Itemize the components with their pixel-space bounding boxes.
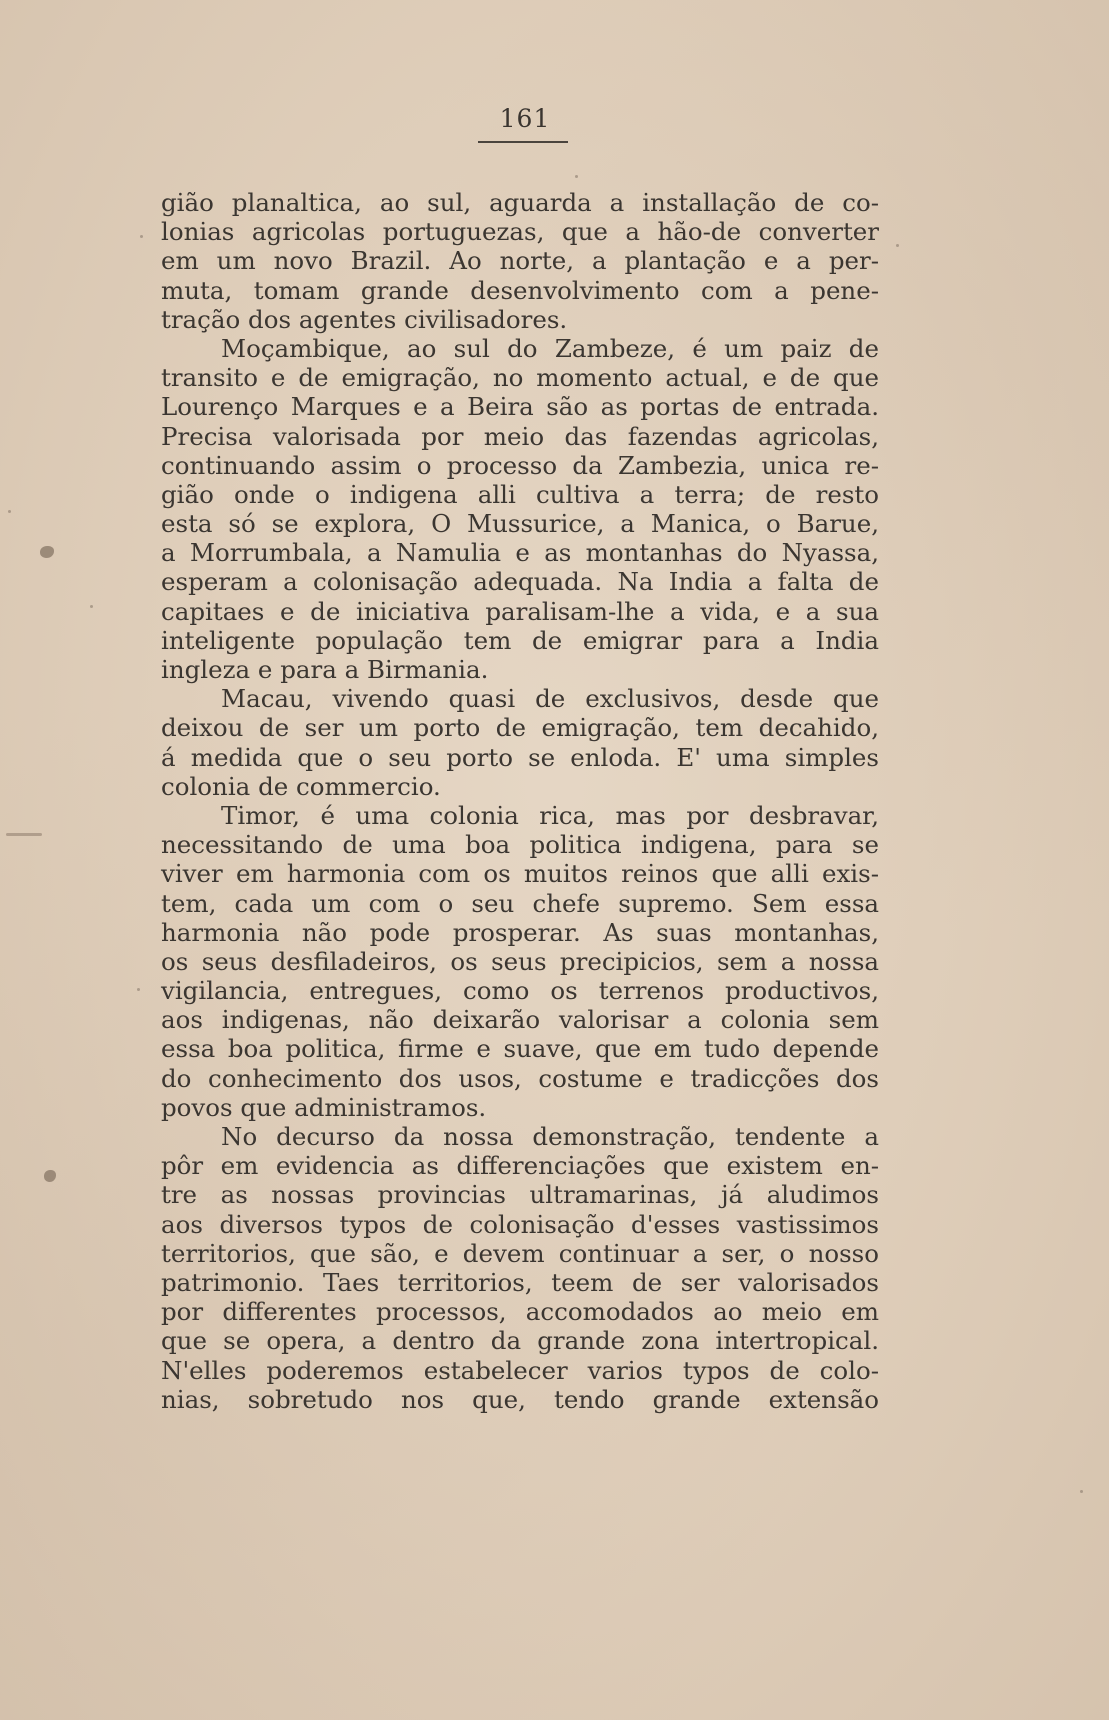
paper-speck <box>1080 1490 1083 1493</box>
text-line: por differentes processos, accomodados ao meio em <box>161 1297 879 1327</box>
text-line: tração dos agentes civilisadores. <box>161 304 568 334</box>
paper-speck <box>896 244 899 247</box>
text-line: pôr em evidencia as differenciações que existem en- <box>161 1151 879 1181</box>
text-line: Precisa valorisada por meio das fazendas agricolas, <box>161 421 879 451</box>
paragraph-start-line: Timor, é uma colonia rica, mas por desbravar, <box>221 800 879 830</box>
page-number-underline <box>478 141 568 143</box>
text-line: que se opera, a dentro da grande zona intertropical. <box>161 1326 879 1356</box>
text-line: colonia de commercio. <box>161 771 441 801</box>
text-line: deixou de ser um porto de emigração, tem decahido, <box>161 713 879 743</box>
text-line: á medida que o seu porto se enloda. E' uma simples <box>161 742 879 772</box>
text-line: territorios, que são, e devem continuar a ser, o nosso <box>161 1238 879 1268</box>
text-line: vigilancia, entregues, como os terrenos productivos, <box>161 976 879 1006</box>
text-line: aos diversos typos de colonisação d'esses vastissimos <box>161 1209 879 1239</box>
page-number: 161 <box>499 104 551 133</box>
paper-speck <box>8 510 11 513</box>
paper-speck <box>140 235 143 238</box>
paragraph-start-line: Moçambique, ao sul do Zambeze, é um paiz de <box>221 333 879 363</box>
text-line: viver em harmonia com os muitos reinos que alli exis- <box>161 859 879 889</box>
paper-speck <box>575 175 578 178</box>
paper-stain <box>40 546 54 558</box>
text-line: em um novo Brazil. Ao norte, a plantação e a per- <box>161 246 879 276</box>
text-line: do conhecimento dos usos, costume e tradicções dos <box>161 1063 879 1093</box>
text-line: lonias agricolas portuguezas, que a hão-de converter <box>161 217 879 247</box>
text-line: N'elles poderemos estabelecer varios typos de colo- <box>161 1355 879 1385</box>
text-line: esta só se explora, O Mussurice, a Manica, o Barue, <box>161 509 879 539</box>
text-line: capitaes e de iniciativa paralisam-lhe a vida, e a sua <box>161 596 879 626</box>
text-line: esperam a colonisação adequada. Na India a falta de <box>161 567 879 597</box>
text-line: aos indigenas, não deixarão valorisar a colonia sem <box>161 1005 879 1035</box>
text-line: ingleza e para a Birmania. <box>161 655 489 684</box>
text-line: gião onde o indigena alli cultiva a terra; de resto <box>161 479 879 509</box>
text-line: os seus desfiladeiros, os seus precipicios, sem a nossa <box>161 946 879 976</box>
text-line: harmonia não pode prosperar. As suas montanhas, <box>161 917 879 947</box>
text-line: nias, sobretudo nos que, tendo grande extensão <box>161 1384 879 1414</box>
text-line: povos que administramos. <box>161 1092 487 1122</box>
text-line: a Morrumbala, a Namulia e as montanhas do Nyassa, <box>161 538 879 568</box>
text-line: transito e de emigração, no momento actual, e de que <box>161 363 879 393</box>
paper-speck <box>90 605 93 608</box>
paragraph-start-line: Macau, vivendo quasi de exclusivos, desde que <box>221 684 879 714</box>
text-line: patrimonio. Taes territorios, teem de ser valorisados <box>161 1267 879 1297</box>
text-line: essa boa politica, firme e suave, que em tudo depende <box>161 1034 879 1064</box>
text-line: muta, tomam grande desenvolvimento com a pene- <box>161 275 879 305</box>
text-line: continuando assim o processo da Zambezia, unica re- <box>161 450 879 480</box>
text-line: tem, cada um com o seu chefe supremo. Sem essa <box>161 888 879 918</box>
body-text <box>161 188 879 1414</box>
paper-stain <box>6 833 42 836</box>
text-line: Lourenço Marques e a Beira são as portas de entrada. <box>161 392 879 422</box>
text-line: tre as nossas provincias ultramarinas, já aludimos <box>161 1180 879 1210</box>
paper-speck <box>137 988 140 991</box>
text-line: necessitando de uma boa politica indigena, para se <box>161 830 879 860</box>
text-line: gião planaltica, ao sul, aguarda a installação de co- <box>161 188 879 217</box>
paper-stain <box>44 1170 56 1182</box>
paragraph-start-line: No decurso da nossa demonstração, tendente a <box>221 1122 879 1151</box>
text-line: inteligente população tem de emigrar para a India <box>161 625 879 655</box>
